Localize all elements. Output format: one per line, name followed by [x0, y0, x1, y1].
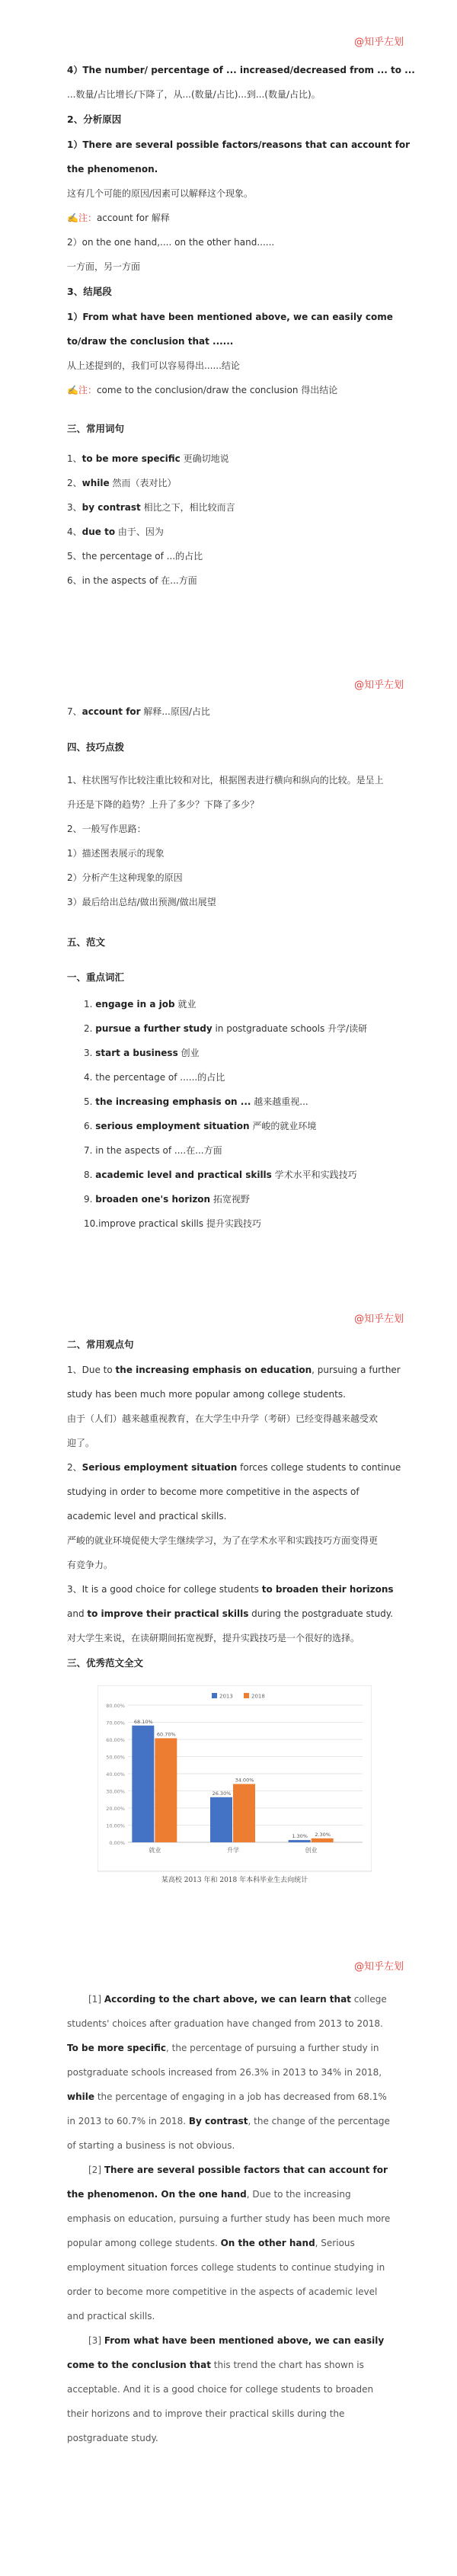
heading-tips: 四、技巧点拨: [67, 741, 125, 753]
essay-run: There are several possible factors that can account for the phenomenon. On the one hand: [67, 2165, 388, 2200]
essay-run: while: [67, 2091, 94, 2102]
heading-common-phrases: 三、常用词句: [67, 423, 125, 434]
essay-run: the percentage of engaging in a job has decreased from 68.1% in 2013 to 60.7% in 2018.: [67, 2091, 387, 2126]
bar-chart-figure: [97, 1685, 372, 1890]
legend-swatch-2018: [244, 1693, 249, 1698]
essay-paragraph-2: [67, 2158, 395, 2328]
x-tick-label: 升学: [227, 1847, 239, 1854]
essay-run: On the other hand: [220, 2238, 315, 2248]
vocab-item: 7. in the aspects of ....在...方面: [84, 1145, 222, 1156]
essay-run: , the change of the percentage of starting a business is not obvious.: [67, 2116, 390, 2151]
tip-step-1: 1）描述图表展示的现象: [67, 848, 165, 859]
viewpoint-1: 1、Due to the increasing emphasis on education, pursuing a further: [67, 1365, 401, 1375]
heading-viewpoints: 二、常用观点句: [67, 1339, 134, 1350]
heading-conclusion: 3、结尾段: [67, 286, 112, 297]
bar-value-label: 2.30%: [315, 1831, 331, 1838]
bar-2013-0: [132, 1726, 154, 1842]
section-viewpoints: [67, 1332, 402, 1676]
viewpoint-3b: and to improve their practical skills during the postgraduate study.: [67, 1608, 393, 1619]
legend-label: 2013: [219, 1693, 233, 1700]
y-tick-label: 20.00%: [106, 1806, 125, 1812]
conclusion-sentence: 1）From what have been mentioned above, we can easily come: [67, 312, 393, 322]
bar-2018-2: [312, 1838, 334, 1842]
essay-paragraph-1: [67, 1987, 395, 2158]
vocab-item: 1. engage in a job 就业: [84, 999, 197, 1010]
vocab-item: 10.improve practical skills 提升实践技巧: [84, 1218, 261, 1229]
phrase-item: 1、to be more specific 更确切地说: [67, 453, 229, 464]
tip-step-3: 3）最后给出总结/做出预测/做出展望: [67, 897, 216, 907]
viewpoint-1-cn: 由于（人们）越来越重视教育，在大学生中升学（考研）已经变得越来越受欢: [67, 1413, 379, 1424]
y-tick-label: 60.00%: [106, 1737, 125, 1743]
heading-full-essay: 三、优秀范文全文: [67, 1657, 144, 1669]
essay-paragraph-3: [67, 2328, 395, 2450]
section-writing-patterns: [67, 58, 415, 593]
viewpoint-2b: studying in order to become more competitive in the aspects of: [67, 1486, 360, 1497]
phrase-item-7: 7、account for 解释...原因/占比: [67, 706, 210, 717]
section-full-essay: [67, 1987, 395, 2450]
note-tag: ✍️注：: [67, 385, 97, 395]
y-tick-label: 10.00%: [106, 1822, 125, 1829]
legend-label: 2018: [251, 1693, 265, 1700]
watermark: @知乎左划: [353, 37, 404, 48]
bar-2013-1: [210, 1797, 232, 1842]
watermark: @知乎左划: [353, 1314, 404, 1325]
section-tips: [67, 699, 402, 1236]
y-tick-label: 70.00%: [106, 1720, 125, 1726]
vocab-list: [67, 992, 402, 1236]
viewpoint-2c: academic level and practical skills.: [67, 1511, 227, 1522]
essay-run: To be more specific: [67, 2043, 167, 2053]
y-tick-label: 40.00%: [106, 1771, 125, 1778]
viewpoint-2-cn2: 有竞争力。: [67, 1560, 113, 1570]
essay-run: By contrast: [188, 2116, 248, 2126]
vocab-item: 6. serious employment situation 严峻的就业环境: [84, 1121, 317, 1131]
heading-analyze-reasons: 2、分析原因: [67, 114, 122, 125]
watermark: @知乎左划: [353, 680, 404, 691]
bar-2018-0: [155, 1738, 177, 1842]
note-account-for: ✍️注：account for 解释: [67, 213, 170, 223]
phrase-item: 4、due to 由于、因为: [67, 526, 164, 537]
bar-2013-2: [289, 1840, 311, 1842]
essay-run: , Serious employment situation forces college students to continue studying in order to become more competitive in the aspects of academic level and practical skills.: [67, 2238, 385, 2322]
essay-run: this trend the chart has shown is acceptable. And it is a good choice for college students to broaden their horizons and to improve their practical skills during the postgraduate study.: [67, 2360, 374, 2443]
vocab-item: 2. pursue a further study in postgraduate schools 升学/读研: [84, 1023, 368, 1034]
x-tick-label: 就业: [149, 1847, 161, 1854]
essay-run: From what have been mentioned above, we can easily come to the conclusion that: [67, 2335, 385, 2370]
viewpoint-1-cn2: 迎了。: [67, 1438, 95, 1448]
viewpoint-3-cn: 对大学生来说，在读研期间拓宽视野，提升实践技巧是一个很好的选择。: [67, 1633, 360, 1643]
pattern-item-4-cn: ...数量/占比增长/下降了，从...(数量/占比)...到...(数量/占比)。: [67, 89, 321, 100]
bar-value-label: 26.30%: [212, 1790, 232, 1797]
legend-swatch-2013: [212, 1693, 217, 1698]
phrase-item: 3、by contrast 相比之下，相比较而言: [67, 502, 235, 513]
bar-value-label: 34.00%: [235, 1777, 254, 1784]
essay-run: , Due to the increasing emphasis on education, pursuing a further study has been much more popular among college students.: [67, 2189, 391, 2248]
tip-2: 2、一般写作思路：: [67, 824, 146, 834]
conclusion-sentence-b: to/draw the conclusion that ......: [67, 336, 234, 347]
viewpoint-1b: study has been much more popular among college students.: [67, 1389, 346, 1400]
viewpoint-3: 3、It is a good choice for college students to broaden their horizons: [67, 1584, 394, 1595]
note-tag: ✍️注：: [67, 213, 97, 223]
vocab-item: 5. the increasing emphasis on ... 越来越重视...: [84, 1096, 308, 1107]
x-tick-label: 创业: [305, 1847, 318, 1854]
phrase-item: 6、in the aspects of 在...方面: [67, 575, 197, 586]
reason-sentence-2: 2）on the one hand,.... on the other hand......: [67, 237, 275, 248]
viewpoint-2: 2、Serious employment situation forces college students to continue: [67, 1462, 401, 1473]
bar-chart: [97, 1685, 372, 1886]
y-tick-label: 50.00%: [106, 1754, 125, 1761]
bar-2018-1: [233, 1784, 255, 1843]
vocab-item: 9. broaden one's horizon 拓宽视野: [84, 1194, 250, 1205]
heading-key-vocab: 一、重点词汇: [67, 971, 125, 983]
chart-title: 某高校 2013 年和 2018 年本科毕业生去向统计: [161, 1877, 308, 1884]
heading-sample-essay: 五、范文: [67, 936, 106, 948]
bar-value-label: 1.30%: [292, 1833, 308, 1840]
note-conclusion: ✍️注：come to the conclusion/draw the conclusion 得出结论: [67, 385, 338, 395]
pattern-item-4: 4）The number/ percentage of ... increased/decreased from ... to ...: [67, 65, 415, 75]
essay-run: [1]: [88, 1994, 104, 2005]
tip-step-2: 2）分析产生这种现象的原因: [67, 872, 183, 883]
y-tick-label: 0.00%: [109, 1840, 125, 1846]
phrase-item: 5、the percentage of ...的占比: [67, 551, 203, 562]
reason-sentence-1-cn: 这有几个可能的原因/因素可以解释这个现象。: [67, 188, 254, 199]
conclusion-sentence-cn: 从上述提到的，我们可以容易得出......结论: [67, 360, 240, 371]
tip-1b: 升还是下降的趋势？上升了多少？下降了多少？: [67, 799, 260, 810]
essay-run: college students' choices after graduation have changed from 2013 to 2018.: [67, 1994, 387, 2029]
y-tick-label: 80.00%: [106, 1703, 125, 1709]
vocab-item: 4. the percentage of ......的占比: [84, 1072, 225, 1083]
phrase-item: 2、while 然而（表对比）: [67, 478, 177, 488]
watermark: @知乎左划: [353, 1961, 404, 1973]
essay-run: [2]: [88, 2165, 104, 2175]
reason-sentence-1: 1）There are several possible factors/reasons that can account for: [67, 139, 411, 150]
y-tick-label: 30.00%: [106, 1788, 125, 1795]
viewpoint-2-cn: 严峻的就业环境促使大学生继续学习，为了在学术水平和实践技巧方面变得更: [67, 1535, 379, 1546]
bar-value-label: 68.10%: [133, 1718, 153, 1725]
reason-sentence-2-cn: 一方面，另一方面: [67, 261, 141, 272]
essay-run: [3]: [88, 2335, 104, 2346]
essay-run: , the percentage of pursuing a further study in postgraduate schools increased from 26.3% in 2013 to 34% in 2018,: [67, 2043, 382, 2078]
essay-run: According to the chart above, we can learn that: [104, 1994, 351, 2005]
vocab-item: 8. academic level and practical skills 学术水平和实践技巧: [84, 1170, 357, 1180]
reason-sentence-1b: the phenomenon.: [67, 164, 158, 174]
vocab-item: 3. start a business 创业: [84, 1048, 200, 1058]
bar-value-label: 60.70%: [156, 1731, 176, 1738]
tip-1: 1、柱状图写作比较注重比较和对比，根据图表进行横向和纵向的比较。是呈上: [67, 775, 384, 786]
